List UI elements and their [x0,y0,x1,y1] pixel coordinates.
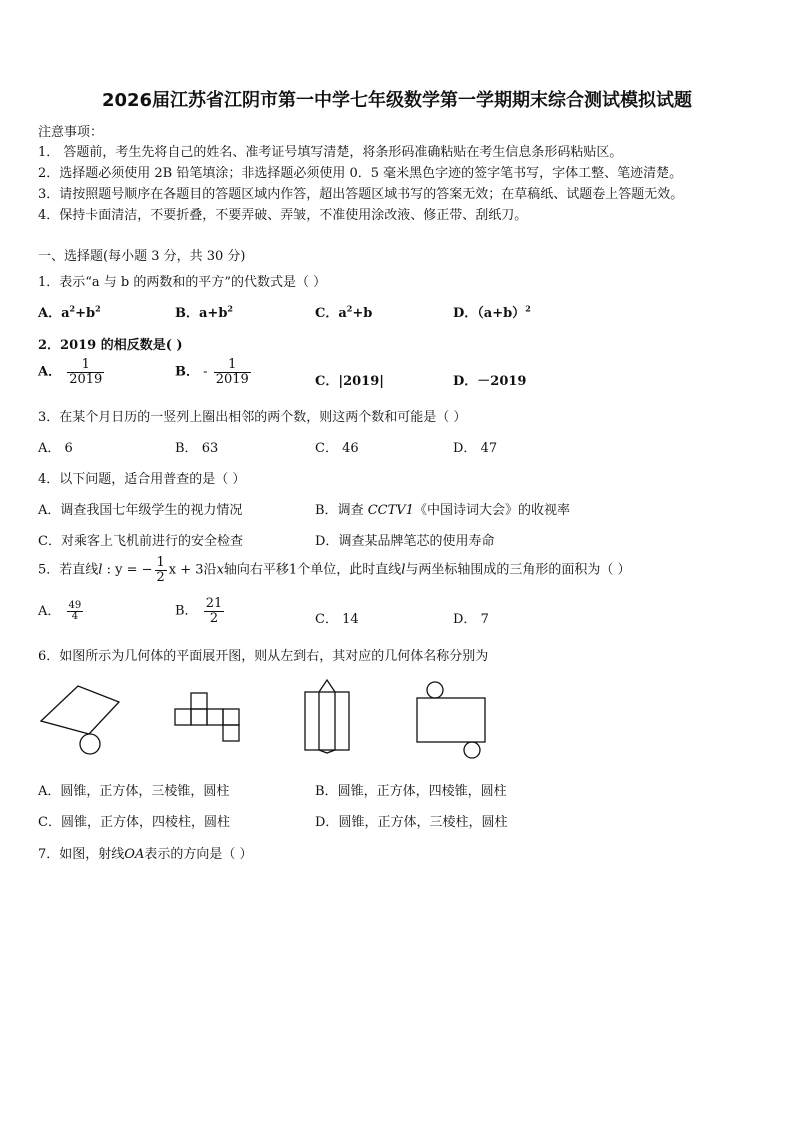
q2-option-a[interactable]: A． $\frac{1}{2019}$ [38,357,103,387]
cylinder-net-figure [414,680,490,762]
question-2-stem: 2．2019 的相反数是( ) [38,338,183,353]
fraction: $\frac{1}{2019}$ [69,357,103,387]
fraction: $\frac{1}{2}$ [156,555,165,585]
q1-option-c[interactable]: C．$a^2+b$ [315,303,373,321]
q4-option-c[interactable]: C．对乘客上飞机前进行的安全检查 [38,534,243,549]
question-1-stem: 1．表示“a 与 b 的两数和的平方”的代数式是（ ） [38,275,327,290]
fraction: $\frac{1}{2019}$ [215,357,249,387]
q4-option-b[interactable]: B．调查 CCTV1《中国诗词大会》的收视率 [315,503,570,518]
q5-option-b[interactable]: B． $\frac{21}{2}$ [175,596,223,626]
prism-net-figure [303,678,353,754]
q5-option-d[interactable]: D． 7 [453,612,489,627]
q2-option-b[interactable]: B． - $\frac{1}{2019}$ [175,357,249,387]
q2-option-d[interactable]: D．－2019 [453,374,527,389]
fraction: $\frac{21}{2}$ [205,596,223,626]
cube-net-figure [174,692,244,744]
section-heading: 一、选择题(每小题 3 分，共 30 分) [38,249,246,264]
q3-option-c[interactable]: C． 46 [315,441,359,456]
q3-option-a[interactable]: A． 6 [38,441,73,456]
q2-option-c[interactable]: C．|2019| [315,374,384,389]
page-title: 2026届江苏省江阴市第一中学七年级数学第一学期期末综合测试模拟试题 [101,90,693,111]
q6-option-c[interactable]: C．圆锥，正方体，四棱柱，圆柱 [38,815,230,830]
question-7-stem: 7．如图，射线OA表示的方向是（ ） [38,847,253,862]
q3-option-b[interactable]: B． 63 [175,441,219,456]
q5-option-c[interactable]: C． 14 [315,612,359,627]
notice-item-4: 4．保持卡面清洁，不要折叠，不要弄破、弄皱，不准使用涂改液、修正带、刮纸刀。 [38,208,528,223]
q4-option-d[interactable]: D．调查某品牌笔芯的使用寿命 [315,534,495,549]
q5-option-a[interactable]: A． $\frac{49}{4}$ [38,599,82,622]
notice-item-1: 1． 答题前，考生先将自己的姓名、准考证号填写清楚，将条形码准确粘贴在考生信息条形码粘贴区。 [38,145,623,160]
question-3-stem: 3．在某个月日历的一竖列上圈出相邻的两个数，则这两个数和可能是（ ） [38,410,467,425]
q6-option-d[interactable]: D．圆锥，正方体，三棱柱，圆柱 [315,815,508,830]
notice-item-3: 3．请按照题号顺序在各题目的答题区域内作答，超出答题区域书写的答案无效；在草稿纸、试题卷上答题无效。 [38,187,684,202]
q6-option-a[interactable]: A．圆锥，正方体，三棱锥，圆柱 [38,784,230,799]
notice-item-2: 2．选择题必须使用 2B 铅笔填涂；非选择题必须使用 0．5 毫米黑色字迹的签字笔书写，字体工整、笔迹清楚。 [38,166,683,181]
question-6-stem: 6．如图所示为几何体的平面展开图，则从左到右，其对应的几何体名称分别为 [38,649,489,664]
question-4-stem: 4．以下问题，适合用普查的是（ ） [38,472,246,487]
q6-option-b[interactable]: B．圆锥，正方体，四棱锥，圆柱 [315,784,507,799]
cone-net-figure [38,683,138,758]
question-5-stem: 5．若直线l : y = − $\frac{1}{2}$ x + 3沿x轴向右平移1个单位，此时直线l与两坐标轴围成的三角形的面积为（ ） [38,555,631,585]
q1-option-a[interactable]: A．$a^2+b^2$ [38,303,101,321]
notice-header: 注意事项： [38,125,104,140]
q3-option-d[interactable]: D． 47 [453,441,498,456]
q1-option-d[interactable]: D．$(a+b)^2$ [453,303,531,321]
fraction: $\frac{49}{4}$ [68,599,82,622]
q1-option-b[interactable]: B．$a+b^2$ [175,303,233,321]
q4-option-a[interactable]: A．调查我国七年级学生的视力情况 [38,503,243,518]
